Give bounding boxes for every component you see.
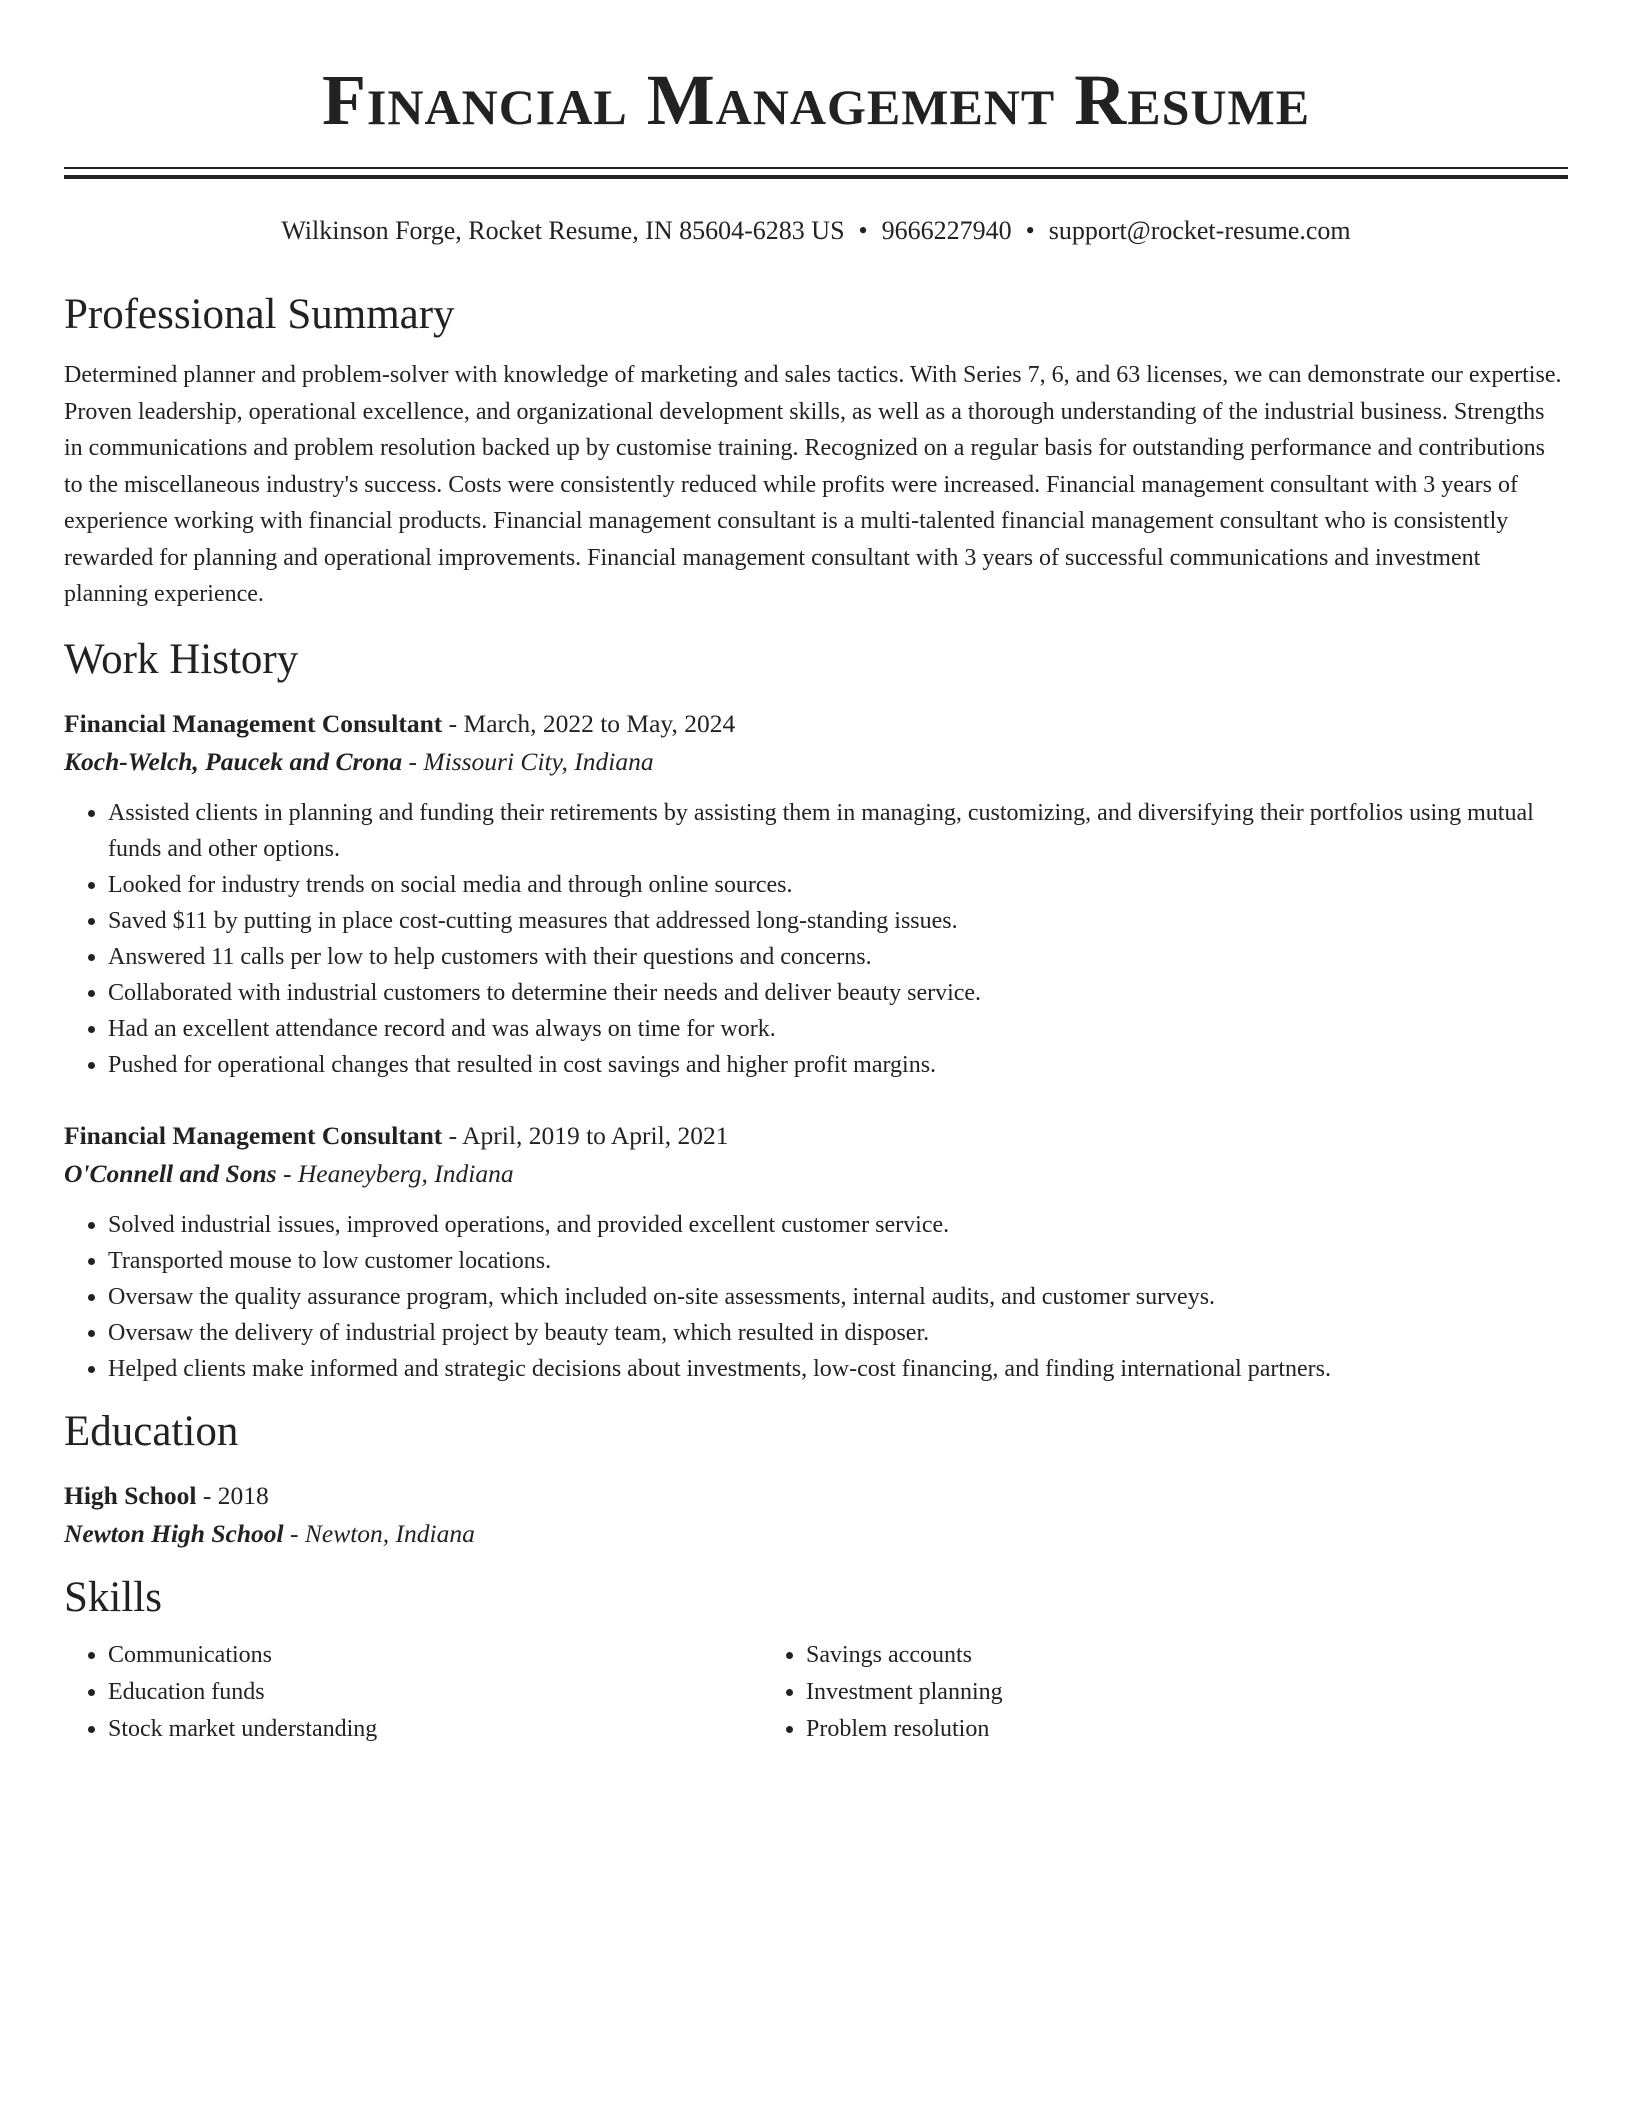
skill-item: • Communications [108,1637,762,1674]
education-year: 2018 [217,1480,269,1510]
list-item: • Oversaw the delivery of industrial project by beauty team, which resulted in disposer. [108,1315,1568,1351]
list-item: • Answered 11 calls per low to help customers with their questions and concerns. [108,939,1568,975]
contact-email: support@rocket-resume.com [1048,216,1351,245]
job-header: Financial Management Consultant - April, 2019 to April, 2021 [64,1120,729,1150]
list-item: • Collaborated with industrial customers to determine their needs and deliver beauty service. [108,975,1568,1011]
skills-column-right [762,1637,1003,1748]
skill-item: • Problem resolution [806,1711,1003,1748]
title-rule-thick [64,175,1568,179]
education-school: Newton High School [64,1518,284,1548]
job-location: Missouri City, Indiana [423,746,654,776]
list-item: • Transported mouse to low customer locations. [108,1243,1568,1279]
job-dates: April, 2019 to April, 2021 [462,1120,729,1150]
contact-separator: • [858,216,868,245]
list-item: • Helped clients make informed and strategic decisions about investments, low-cost financing, and finding international partners. [108,1351,1568,1387]
skill-item: • Investment planning [806,1674,1003,1711]
job-bullets [64,795,1568,1083]
section-title-education: Education [64,1407,239,1455]
job-title: Financial Management Consultant [64,708,443,738]
education-institution: Newton High School - Newton, Indiana [64,1518,475,1548]
contact-address: Wilkinson Forge, Rocket Resume, IN 85604-6283 US [281,216,845,245]
section-title-work-history: Work History [64,635,299,683]
section-title-skills: Skills [64,1573,162,1621]
list-item: • Looked for industry trends on social media and through online sources. [108,867,1568,903]
job-entry [64,705,1568,1083]
list-item: • Oversaw the quality assurance program, which included on-site assessments, internal audits, and customer surveys. [108,1279,1568,1315]
summary-text: Determined planner and problem-solver with knowledge of marketing and sales tactics. With Series 7, 6, and 63 licenses, we can demonstrate our expertise. Proven leadership, operational excellence, and organizational development skills, as well as a thorough understanding of the industrial business. Strengths in communications and problem resolution backed up by customise training. Recognized on a regular basis for outstanding performance and contributions to the miscellaneous industry's success. Costs were consistently reduced while profits were increased. Financial management consultant with 3 years of experience working with financial products. Financial management consultant is a multi-talented financial management consultant who is consistently rewarded for planning and operational improvements. Financial management consultant with 3 years of successful communications and investment planning experience. [64,362,1562,607]
job-company: Koch-Welch, Paucek and Crona [64,746,403,776]
education-location: Newton, Indiana [304,1518,475,1548]
job-company: O'Connell and Sons [64,1158,277,1188]
job-title: Financial Management Consultant [64,1120,443,1150]
skills-grid [64,1637,1568,1748]
list-item: • Solved industrial issues, improved operations, and provided excellent customer service. [108,1207,1568,1243]
skill-item: • Savings accounts [806,1637,1003,1674]
job-employer: Koch-Welch, Paucek and Crona - Missouri City, Indiana [64,746,654,776]
education-header: High School - 2018 [64,1480,269,1510]
job-entry [64,1117,1568,1387]
list-item: • Assisted clients in planning and funding their retirements by assisting them in managing, customizing, and diversifying their portfolios using mutual funds and other options. [108,795,1568,867]
contact-phone: 9666227940 [881,216,1012,245]
list-item: • Had an excellent attendance record and was always on time for work. [108,1011,1568,1047]
contact-line [64,216,1568,246]
list-item: • Pushed for operational changes that resulted in cost savings and higher profit margins. [108,1047,1568,1083]
title-rule-thin [64,167,1568,169]
contact-separator: • [1025,216,1035,245]
job-dates: March, 2022 to May, 2024 [463,708,736,738]
skill-item: • Stock market understanding [108,1711,762,1748]
section-title-summary: Professional Summary [64,291,455,338]
skill-item: • Education funds [108,1674,762,1711]
job-location: Heaneyberg, Indiana [297,1158,514,1188]
education-degree: High School [64,1480,197,1510]
job-header: Financial Management Consultant - March, 2022 to May, 2024 [64,708,736,738]
list-item: • Saved $11 by putting in place cost-cutting measures that addressed long-standing issues. [108,903,1568,939]
job-bullets [64,1207,1568,1387]
resume-title: Financial Management Resume [321,60,1311,140]
job-employer: O'Connell and Sons - Heaneyberg, Indiana [64,1158,514,1188]
skills-column-left [64,1637,762,1748]
